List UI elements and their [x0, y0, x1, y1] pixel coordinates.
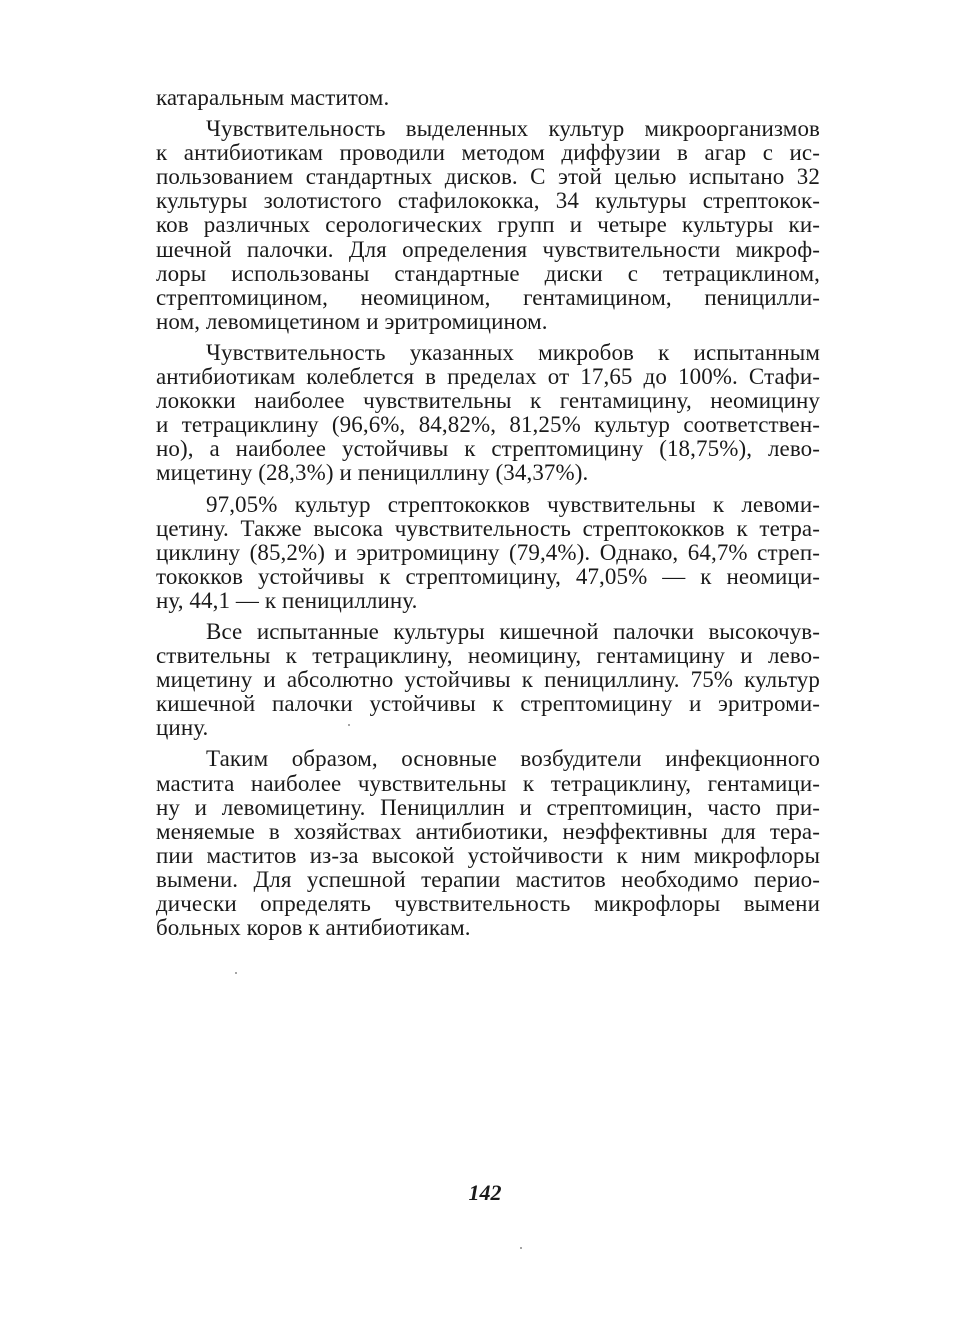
- scan-speck: [520, 1247, 522, 1249]
- text-line: Чувствительность выделенных культур микроорганизмов: [206, 116, 820, 142]
- text-line: кишечной палочки устойчивы к стрептомицину и эритроми-: [156, 691, 820, 717]
- text-line: культуры золотистого стафилококка, 34 культуры стрептокок-: [156, 188, 820, 214]
- text-line: лоры использованы стандартные диски с тетрациклином,: [156, 260, 820, 286]
- text-line: мицетину (28,3%) и пенициллину (34,37%).: [156, 460, 589, 486]
- text-line: ну, 44,1 — к пенициллину.: [156, 587, 418, 613]
- text-line: вымени. Для успешной терапии маститов необходимо перио-: [156, 866, 820, 892]
- paragraph: [156, 493, 820, 613]
- text-line: ков различных серологических групп и четыре культуры ки-: [156, 212, 820, 238]
- text-line: ну и левомицетину. Пенициллин и стрептомицин, часто при-: [156, 794, 820, 820]
- text-line: пии маститов из-за высокой устойчивости к ним микрофлоры: [156, 842, 820, 868]
- text-line: но), а наиболее устойчивы к стрептомицину (18,75%), лево-: [156, 436, 820, 462]
- paragraph: [156, 341, 820, 486]
- text-line: ном, левомицетином и эритромицином.: [156, 308, 548, 334]
- text-line: цетину. Также высока чувствительность стрептококков к тетра-: [156, 515, 820, 541]
- text-line: Чувствительность указанных микробов к испытанным: [206, 339, 820, 365]
- scan-speck: [348, 724, 350, 726]
- text-line: цину.: [156, 715, 209, 741]
- paragraph: [156, 747, 820, 940]
- page-number: 142: [468, 1180, 502, 1205]
- paragraph: [156, 86, 820, 110]
- text-line: лококки наиболее чувствительны к гентамицину, неомицину: [156, 388, 820, 414]
- text-line: больных коров к антибиотикам.: [156, 915, 471, 941]
- text-line: катаральным маститом.: [156, 85, 390, 110]
- text-line: Все испытанные культуры кишечной палочки высокочув-: [206, 618, 820, 644]
- text-line: и тетрациклину (96,6%, 84,82%, 81,25% культур соответствен-: [156, 412, 820, 438]
- text-line: циклину (85,2%) и эритромицину (79,4%). Однако, 64,7% стреп-: [156, 539, 820, 565]
- scan-speck: [235, 972, 237, 974]
- text-line: мастита наиболее чувствительны к тетрациклину, гентамици-: [156, 770, 820, 796]
- body-text: [156, 86, 820, 940]
- text-line: Таким образом, основные возбудители инфекционного: [206, 746, 820, 772]
- text-line: шечной палочки. Для определения чувствительности микроф-: [156, 236, 820, 262]
- text-line: антибиотикам колеблется в пределах от 17,65 до 100%. Стафи-: [156, 364, 820, 390]
- paragraph: [156, 620, 820, 740]
- text-line: стрептомицином, неомицином, гентамицином, пеницилли-: [156, 284, 820, 310]
- text-line: меняемые в хозяйствах антибиотики, неэффективны для тера-: [156, 818, 820, 844]
- text-line: тококков устойчивы к стрептомицину, 47,05% — к неомици-: [156, 563, 820, 589]
- text-line: мицетину и абсолютно устойчивы к пенициллину. 75% культур: [156, 667, 820, 693]
- text-line: дически определять чувствительность микрофлоры вымени: [156, 891, 820, 916]
- text-line: к антибиотикам проводили методом диффузии в агар с ис-: [156, 140, 820, 166]
- text-line: пользованием стандартных дисков. С этой целью испытано 32: [156, 164, 820, 190]
- text-line: ствительны к тетрациклину, неомицину, гентамицину и лево-: [156, 643, 820, 669]
- paragraph: [156, 117, 820, 334]
- text-line: 97,05% культур стрептококков чувствительны к левоми-: [206, 491, 820, 517]
